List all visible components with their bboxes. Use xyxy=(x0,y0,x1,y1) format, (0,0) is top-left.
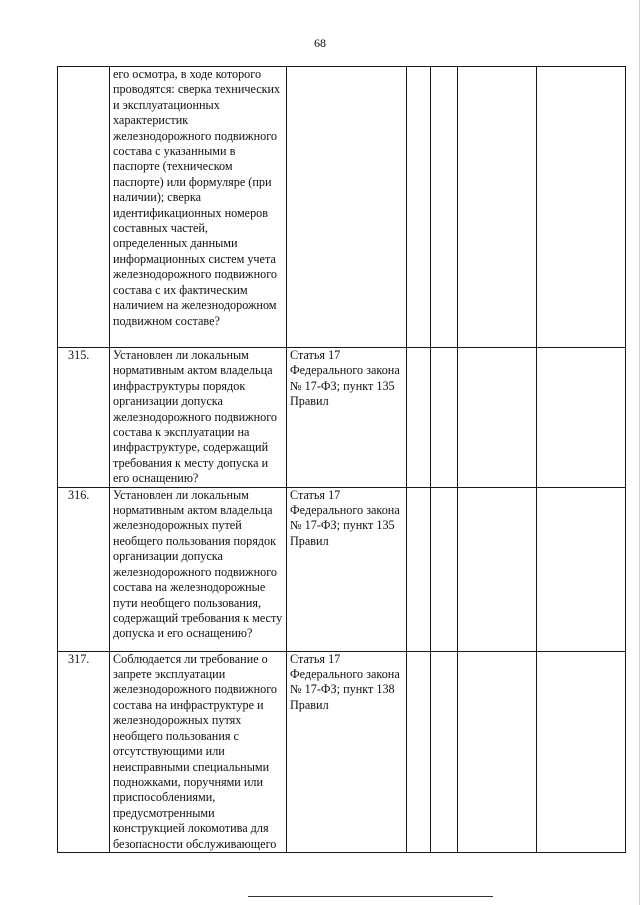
answer-no-cell[interactable] xyxy=(431,67,458,348)
row-question: Установлен ли локальным нормативным актом владельца инфраструктуры порядок организации допуска железнодорожного подвижного состава к эксплуатации на инфраструктуре, содержащий требования к месту допуска и его оснащению? xyxy=(110,348,287,488)
row-number: 317. xyxy=(58,651,110,852)
answer-na-cell[interactable] xyxy=(458,348,537,488)
row-reference: Статья 17 Федерального закона № 17-ФЗ; пункт 138 Правил xyxy=(287,651,407,852)
note-cell[interactable] xyxy=(537,651,626,852)
table-row xyxy=(58,348,626,488)
row-number: 316. xyxy=(58,487,110,651)
answer-yes-cell[interactable] xyxy=(407,487,431,651)
answer-no-cell[interactable] xyxy=(431,348,458,488)
note-cell[interactable] xyxy=(537,67,626,348)
checklist-table xyxy=(57,66,626,853)
row-question: его осмотра, в ходе которого проводятся: сверка технических и эксплуатационных характеристик железнодорожного подвижного состава с указанными в паспорте (техническом паспорте) или формуляре (при наличии); сверка идентификационных номеров составных частей, определенных данными информационных систем учета железнодорожного подвижного состава с их фактическим наличием на железнодорожном подвижном составе? xyxy=(110,67,287,348)
answer-no-cell[interactable] xyxy=(431,487,458,651)
table-row xyxy=(58,487,626,651)
answer-no-cell[interactable] xyxy=(431,651,458,852)
answer-yes-cell[interactable] xyxy=(407,348,431,488)
table-row xyxy=(58,67,626,348)
answer-yes-cell[interactable] xyxy=(407,651,431,852)
row-number xyxy=(58,67,110,348)
footer-rule xyxy=(248,896,493,897)
row-reference: Статья 17 Федерального закона № 17-ФЗ; пункт 135 Правил xyxy=(287,348,407,488)
row-reference xyxy=(287,67,407,348)
table-row xyxy=(58,651,626,852)
row-question: Соблюдается ли требование о запрете эксплуатации железнодорожного подвижного состава на инфраструктуре и железнодорожных путях необщего пользования с отсутствующими или неисправными специальными подножками, поручнями или приспособлениями, предусмотренными конструкцией локомотива для безопасности обслуживающего xyxy=(110,651,287,852)
page-number: 68 xyxy=(314,36,326,50)
row-question: Установлен ли локальным нормативным актом владельца железнодорожных путей необщего пользования порядок организации допуска железнодорожного подвижного состава на железнодорожные пути необщего пользования, содержащий требования к месту допуска и его оснащению? xyxy=(110,487,287,651)
answer-na-cell[interactable] xyxy=(458,487,537,651)
note-cell[interactable] xyxy=(537,487,626,651)
row-number: 315. xyxy=(58,348,110,488)
answer-na-cell[interactable] xyxy=(458,651,537,852)
answer-yes-cell[interactable] xyxy=(407,67,431,348)
answer-na-cell[interactable] xyxy=(458,67,537,348)
row-reference: Статья 17 Федерального закона № 17-ФЗ; пункт 135 Правил xyxy=(287,487,407,651)
note-cell[interactable] xyxy=(537,348,626,488)
